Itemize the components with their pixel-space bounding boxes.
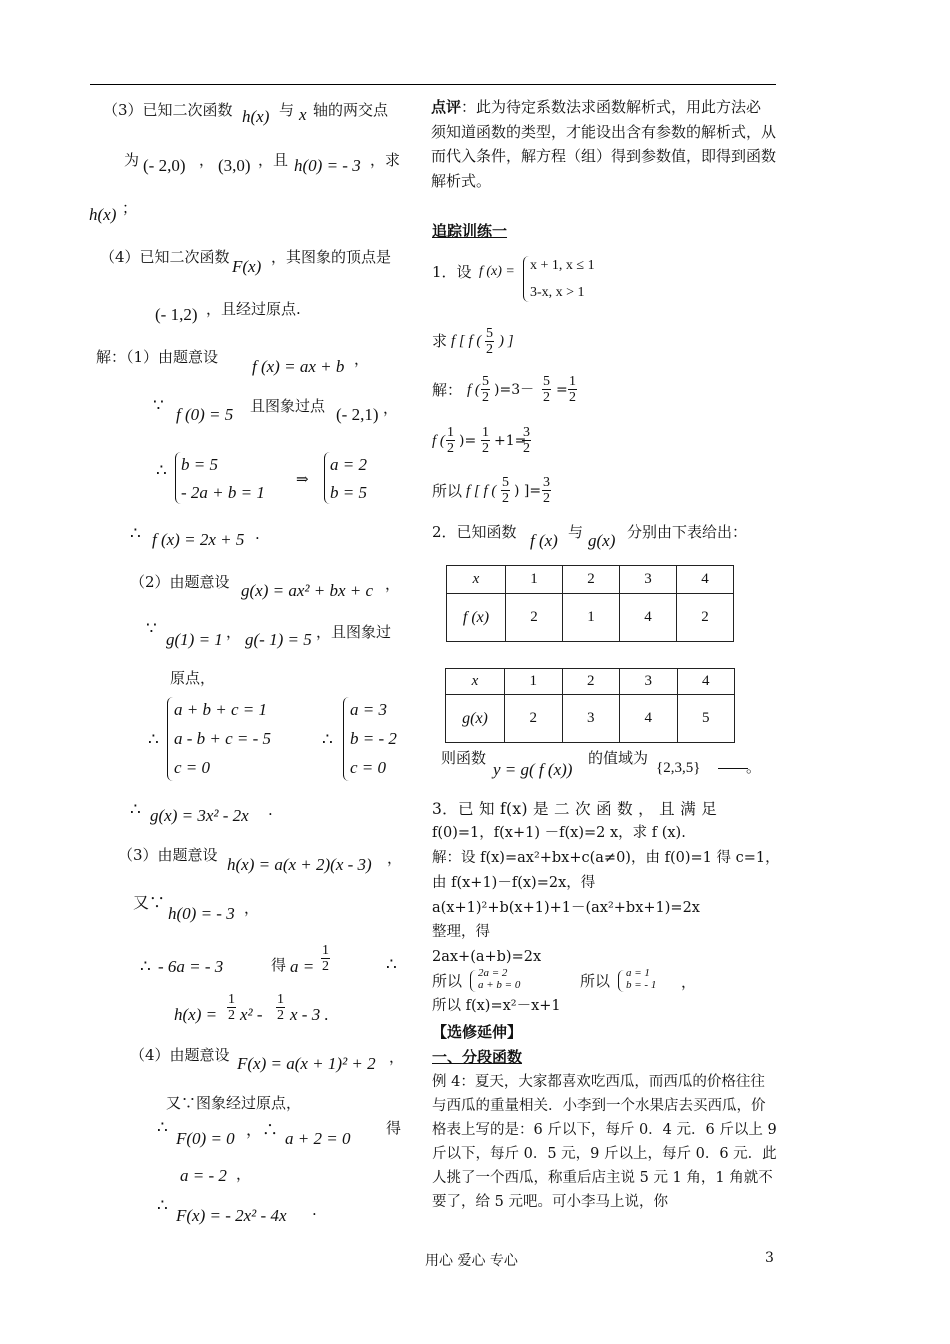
s2-sys2b: b = - 2 — [350, 729, 397, 748]
p3-semi: ； — [122, 199, 138, 217]
table-row — [447, 594, 734, 642]
s1-because: ∵ — [153, 396, 164, 416]
q1-s2-plus: +1= — [494, 433, 527, 449]
q1-s1-frac2 — [542, 374, 551, 405]
s4-label: （4）由题意设 — [130, 1046, 230, 1064]
s2-sys2c: c = 0 — [350, 758, 387, 777]
fraction-numerator: 1 — [228, 992, 235, 1007]
s4-t1: ∴ — [157, 1118, 168, 1138]
s4-eq: a + 2 = 0 — [285, 1129, 351, 1148]
s3-comma2: ， — [244, 899, 260, 917]
table-header-x: x — [447, 566, 506, 594]
s3-h0: h(0) = - 3 — [168, 904, 235, 923]
s4-get: 得 — [386, 1119, 402, 1137]
q3-sysA2: a + b = 0 — [478, 979, 521, 991]
fraction-denominator: 2 — [502, 491, 509, 506]
s1-comma2: ， — [383, 399, 399, 417]
s3-therefore: ∴ — [140, 957, 151, 977]
p3-intro: （3）已知二次函数 — [103, 101, 233, 119]
q2-tail: 分别由下表给出： — [627, 523, 748, 541]
s2-therefore-b: ∴ — [322, 730, 333, 750]
q3-line6: 整理，得 — [432, 924, 490, 940]
table-cell: 2 — [505, 695, 563, 743]
table-cell: 1 — [505, 669, 563, 695]
s1-f0: f (0) = 5 — [176, 405, 234, 424]
table-cell: 2 — [562, 669, 620, 695]
s2-therefore-result: ∴ — [130, 800, 141, 820]
p4-origin: ，且经过原点. — [206, 300, 301, 318]
q3-line9: 所以 f(x)=x²－x+1 — [432, 998, 561, 1014]
q3-line4: 由 f(x+1)－f(x)=2x，得 — [432, 875, 596, 891]
table-cell: 1 — [506, 566, 563, 594]
table-cell: 3 — [562, 695, 620, 743]
s3-res-frac2 — [276, 992, 285, 1023]
table-row — [446, 695, 735, 743]
s3-comma: ， — [387, 849, 403, 867]
table-f — [446, 565, 734, 642]
piecewise-brace — [523, 256, 530, 302]
s3-eq: - 6a = - 3 — [158, 957, 224, 976]
fraction-denominator: 2 — [486, 342, 493, 357]
p3-pt1: (- 2,0) — [143, 156, 186, 175]
s3-res-h: h(x) = — [174, 1005, 218, 1024]
s1-comma: ， — [354, 350, 370, 368]
q1-case2: 3-x, x > 1 — [530, 285, 585, 300]
table-cell: 4 — [620, 594, 677, 642]
q3-so2: 所以 — [580, 972, 611, 990]
table-header-g: g(x) — [446, 695, 505, 743]
system-brace — [470, 970, 477, 992]
s1-sys2b: b = 5 — [330, 483, 367, 502]
s3-also: 又∵ — [133, 893, 166, 912]
q2-g: g(x) — [588, 531, 616, 550]
s4-a: a = - 2 — [180, 1166, 227, 1185]
q1-ask: 求 — [432, 332, 448, 350]
s2-g: g(x) = ax² + bx + c — [241, 581, 374, 600]
fraction-denominator: 2 — [543, 390, 550, 405]
elective-heading: 【选修延伸】 — [432, 1023, 523, 1041]
comment-text: ：此为待定系数法求函数解析式，用此方法必须知道函数的类型，才能设出含有参数的解析式，从而代入条件，解方程（组）得到参数值，即得到函数解析式。 — [431, 98, 777, 190]
fraction-denominator: 2 — [447, 441, 454, 456]
q1-s2-frac2 — [481, 425, 490, 456]
table-cell: 4 — [677, 669, 735, 695]
fraction-denominator: 2 — [322, 959, 329, 974]
answer-underline — [718, 768, 748, 769]
q1-s1-frac — [481, 374, 490, 405]
s3-res-end: x - 3 . — [290, 1005, 329, 1024]
fraction-numerator: 1 — [569, 374, 576, 389]
fraction-denominator: 2 — [543, 491, 550, 506]
p3-xvar: x — [299, 105, 307, 124]
s4-also: 又∵图象经过原点， — [166, 1094, 302, 1112]
s2-sys1b: a - b + c = - 5 — [174, 729, 272, 748]
table-header-f: f (x) — [447, 594, 506, 642]
fraction-denominator: 2 — [277, 1008, 284, 1023]
fraction-numerator: 5 — [543, 374, 550, 389]
table-cell: 4 — [677, 566, 734, 594]
system-brace — [343, 697, 350, 781]
p3-and: ，且 — [258, 151, 289, 169]
comment-label: 点评 — [431, 98, 462, 116]
fraction-denominator: 2 — [569, 390, 576, 405]
s2-origin: 原点， — [170, 669, 216, 687]
fraction-numerator: 1 — [482, 425, 489, 440]
s2-because: ∵ — [146, 619, 157, 639]
table-row — [446, 669, 735, 695]
table-cell: 4 — [620, 695, 678, 743]
q1-so: 所以 — [432, 482, 463, 500]
s1-f: f (x) = ax + b — [252, 357, 345, 376]
s2-dot: . — [268, 801, 273, 819]
s1-dot: . — [255, 525, 260, 543]
q1-s1-eq: = — [556, 382, 568, 398]
table-header-x: x — [446, 669, 505, 695]
table-cell: 3 — [620, 566, 677, 594]
system-brace — [618, 970, 625, 992]
fraction-numerator: 1 — [447, 425, 454, 440]
fraction-denominator: 2 — [482, 390, 489, 405]
s1-result: f (x) = 2x + 5 — [152, 530, 245, 549]
comment-paragraph — [431, 95, 776, 193]
s3-h: h(x) = a(x + 2)(x - 3) — [227, 855, 372, 874]
table-cell: 1 — [563, 594, 620, 642]
p4-pt: (- 1,2) — [155, 305, 198, 324]
q1-s2-frac3 — [522, 425, 531, 456]
section-heading: 一、分段函数 — [432, 1048, 523, 1066]
q2-y: y = g( f (x)) — [493, 760, 573, 779]
s2-therefore-a: ∴ — [148, 730, 159, 750]
fraction-numerator: 5 — [502, 475, 509, 490]
q1-so-frac2 — [542, 475, 551, 506]
q1-s2-mid: )= — [459, 433, 477, 449]
s2-result: g(x) = 3x² - 2x — [150, 806, 249, 825]
footer-motto: 用心 爱心 专心 — [425, 1253, 518, 1269]
q1-so-f: f [ f ( — [466, 483, 497, 499]
s2-passes: ，且图象过 — [316, 623, 392, 641]
s2-sys1a: a + b + c = 1 — [174, 700, 267, 719]
q2-f: f (x) — [530, 531, 558, 550]
table-g — [445, 668, 735, 743]
s4-a-comma: ， — [236, 1165, 252, 1183]
q3-line2: f(0)=1，f(x+1) －f(x)=2 x，求 f (x). — [432, 825, 686, 841]
s4-result: F(x) = - 2x² - 4x — [176, 1206, 287, 1225]
q2-label: 2．已知函数 — [432, 523, 517, 541]
p3-as: 为 — [124, 151, 140, 169]
s2-g1-comma: ， — [226, 623, 242, 641]
q3-sysA1: 2a = 2 — [478, 967, 508, 979]
s2-sys1c: c = 0 — [174, 758, 211, 777]
fraction-numerator: 3 — [543, 475, 550, 490]
s3-get: 得 — [271, 956, 287, 974]
q1-so-frac — [501, 475, 510, 506]
table-cell: 2 — [563, 566, 620, 594]
p3-hx: h(x) — [242, 107, 270, 126]
s1-sys1b: - 2a + b = 1 — [181, 483, 265, 502]
q3-sysB2: b = - 1 — [626, 979, 657, 991]
q1-f: f (x) = — [479, 264, 515, 279]
s4-dot: . — [312, 1201, 317, 1219]
s3-a-fraction — [321, 943, 330, 974]
fraction-denominator: 2 — [482, 441, 489, 456]
p3-pt2: (3,0) — [218, 156, 251, 175]
sol-label: 解：（1）由题意设 — [96, 348, 219, 366]
fraction-numerator: 1 — [322, 943, 329, 958]
q2-then: 则函数 — [441, 749, 487, 767]
p4-Fx: F(x) — [232, 257, 262, 276]
p3-ask: ，求 — [370, 151, 401, 169]
s3-a: a = — [290, 957, 315, 976]
q3-sysB-end: ， — [681, 973, 697, 991]
q3-line7: 2ax+(a+b)=2x — [432, 949, 542, 965]
q1-sol: 解： — [432, 381, 463, 399]
q2-range: 的值域为 — [588, 749, 649, 767]
s3-res-frac1 — [227, 992, 236, 1023]
fraction-numerator: 5 — [486, 326, 493, 341]
q1-so-end: ) ]= — [514, 483, 542, 499]
s1-therefore2: ∴ — [130, 524, 141, 544]
q2-end: 。 — [746, 758, 762, 776]
fraction-numerator: 3 — [523, 425, 530, 440]
example-paragraph: 例 4：夏天，大家都喜欢吃西瓜，而西瓜的价格往往与西瓜的重量相关．小李到一个水果店去买西瓜，价格表上写的是：6 斤以下，每斤 0．4 元．6 斤以上 9 斤以下，每斤 0．5 元，9 斤以上，每斤 0．6 元．此人挑了一个西瓜，称重后店主说 5 元 1 角，1 角就不要了，给 5 元吧。可小李马上说，你 — [432, 1074, 777, 1210]
s3-label: （3）由题意设 — [118, 846, 218, 864]
fraction-denominator: 2 — [228, 1008, 235, 1023]
table-row — [447, 566, 734, 594]
q1-s1-f: f ( — [467, 382, 480, 398]
s3-therefore2: ∴ — [386, 955, 397, 975]
q3-sysB1: a = 1 — [626, 967, 650, 979]
table-cell: 5 — [677, 695, 735, 743]
p3-comma1: ， — [199, 151, 215, 169]
fraction-denominator: 2 — [523, 441, 530, 456]
p3-h0: h(0) = - 3 — [294, 156, 361, 175]
s1-sys2a: a = 2 — [330, 455, 367, 474]
q2-answer: {2,3,5} — [656, 760, 701, 776]
table-cell: 3 — [620, 669, 678, 695]
track-heading: 追踪训练一 — [432, 222, 508, 240]
q1-ask-end: ) ] — [499, 333, 514, 349]
p3-with: 与 — [279, 101, 295, 119]
s1-sys1a: b = 5 — [181, 455, 218, 474]
page-number: 3 — [765, 1250, 774, 1266]
s1-therefore: ∴ — [156, 461, 167, 481]
s4-t2: ，∴ — [246, 1120, 279, 1139]
s4-F0: F(0) = 0 — [176, 1129, 235, 1148]
s2-gm1: g(- 1) = 5 — [245, 630, 312, 649]
fraction-numerator: 1 — [277, 992, 284, 1007]
s1-arrow: ⇒ — [296, 470, 309, 488]
system-brace — [167, 697, 174, 781]
s3-res-mid: x² - — [240, 1005, 263, 1024]
fraction-numerator: 5 — [482, 374, 489, 389]
q3-line1: 3．已 知 f(x) 是 二 次 函 数 ， 且 满 足 — [432, 800, 718, 818]
s1-pt: (- 2,1) — [336, 405, 379, 424]
s2-sys2a: a = 3 — [350, 700, 387, 719]
s4-F: F(x) = a(x + 1)² + 2 — [237, 1054, 376, 1073]
header-rule — [90, 84, 776, 85]
s2-label: （2）由题意设 — [130, 573, 230, 591]
s1-passes: 且图象过点 — [250, 397, 326, 415]
q3-so1: 所以 — [432, 972, 463, 990]
q1-case1: x + 1, x ≤ 1 — [530, 258, 595, 273]
q1-label: 1．设 — [432, 263, 472, 281]
table-cell: 2 — [506, 594, 563, 642]
p4-vertex: ，其图象的顶点是 — [271, 248, 392, 266]
s2-comma: ， — [385, 575, 401, 593]
p4-intro: （4）已知二次函数 — [100, 248, 230, 266]
table-cell: 2 — [677, 594, 734, 642]
s4-therefore: ∴ — [157, 1196, 168, 1216]
q1-s2-frac — [446, 425, 455, 456]
s2-g1: g(1) = 1 — [166, 630, 223, 649]
q1-ask-frac — [485, 326, 494, 357]
q3-line3: 解：设 f(x)=ax²+bx+c(a≠0)，由 f(0)=1 得 c=1， — [432, 850, 780, 866]
p3-hx2: h(x) — [89, 205, 117, 224]
q1-s1-mid: )=3－ — [494, 382, 535, 398]
q1-s1-frac3 — [568, 374, 577, 405]
s4-comma: ， — [389, 1048, 405, 1066]
q1-ask-f: f [ f ( — [451, 333, 482, 349]
p3-axis: 轴的两交点 — [313, 101, 389, 119]
q1-s2-f: f ( — [432, 433, 445, 449]
q2-with: 与 — [568, 523, 584, 541]
q3-line5: a(x+1)²+b(x+1)+1－(ax²+bx+1)=2x — [432, 900, 700, 916]
